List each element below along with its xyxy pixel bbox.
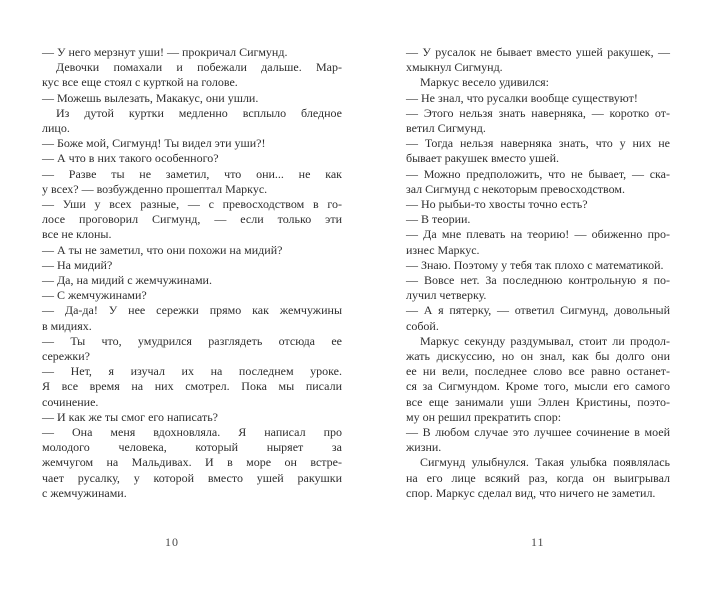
- text-line: — А я пятерку, — ответил Сигмунд, довольный: [406, 303, 670, 318]
- text-line: — У русалок не бывает вместо ушей ракушек, —: [406, 45, 670, 59]
- text-line: — Но рыбьи-то хвосты точно есть?: [406, 197, 588, 212]
- text-line: все не клоны.: [42, 227, 112, 242]
- text-line: лучил четверку.: [406, 288, 487, 303]
- text-line: — Не знал, что русалки вообще существуют!: [406, 90, 638, 105]
- text-line: сережки?: [42, 349, 90, 364]
- text-line: — А ты не заметил, что они похожи на мидий?: [42, 242, 283, 257]
- text-line: Маркус весело удивился:: [420, 75, 550, 90]
- text-line: сочинение.: [42, 394, 99, 409]
- text-line: — Да, на мидий с жемчужинами.: [42, 273, 212, 288]
- text-line: с жемчужинами.: [42, 485, 127, 500]
- left-page-number: 10: [165, 535, 179, 549]
- text-line: — Тогда нельзя наверняка знать, что у них не: [406, 136, 670, 151]
- text-line: — Да мне плевать на теорию! — обиженно про-: [406, 227, 670, 242]
- text-line: Из дутой куртки медленно всплыло бледное: [56, 105, 342, 120]
- text-line: изнес Маркус.: [406, 242, 480, 257]
- text-line: — Она меня вдохновляла. Я написал про: [42, 425, 342, 440]
- text-line: спор. Маркус сделал вид, что ничего не заметил.: [406, 485, 656, 500]
- text-line: — С жемчужинами?: [42, 288, 147, 303]
- text-line: — Нет, я изучал их на последнем уроке.: [42, 364, 342, 379]
- text-line: — Разве ты не заметил, что они... не как: [42, 166, 342, 181]
- text-line: Я все время на них смотрел. Пока мы писали: [42, 379, 342, 394]
- text-line: собой.: [406, 318, 439, 333]
- text-line: — Знаю. Поэтому у тебя так плохо с математикой.: [406, 257, 664, 272]
- left-page-text: [42, 45, 342, 501]
- text-line: Сигмунд улыбнулся. Такая улыбка появлялась: [420, 455, 670, 470]
- text-line: бывает ракушек вместо ушей.: [406, 151, 560, 166]
- text-line: — Ты что, умудрился разглядеть отсюда ее: [42, 333, 342, 348]
- text-line: — Можно предположить, что не бывает, — ска-: [406, 166, 670, 181]
- text-line: жемчугом на Мальдивах. И в море он встре-: [42, 455, 342, 470]
- text-line: молодого человека, который ныряет за: [42, 440, 342, 455]
- text-line: ее ни вели, последнее слово все равно останет-: [406, 364, 670, 379]
- text-line: зал Сигмунд с некоторым превосходством.: [406, 181, 625, 196]
- text-line: — Этого нельзя знать наверняка, — коротко от-: [406, 105, 670, 120]
- text-line: — И как же ты смог его написать?: [42, 409, 218, 424]
- text-line: — Да-да! У нее сережки прямо как жемчужины: [42, 303, 342, 318]
- text-line: — В любом случае это лучшее сочинение в моей: [406, 425, 670, 440]
- text-line: жать дискуссию, но он знал, как бы долго они: [406, 349, 670, 364]
- text-line: хмыкнул Сигмунд.: [406, 60, 503, 75]
- text-line: жизни.: [406, 440, 442, 455]
- text-line: у всех? — возбужденно прошептал Маркус.: [42, 181, 268, 196]
- text-line: — А что в них такого особенного?: [42, 151, 219, 166]
- text-line: все еще занимали уши Эллен Кристины, поэто-: [406, 394, 670, 409]
- text-line: в мидиях.: [42, 318, 92, 333]
- text-line: кус все еще стоял с курткой на голове.: [42, 75, 238, 90]
- text-line: Девочки помахали и побежали дальше. Мар-: [56, 60, 342, 75]
- text-line: ветил Сигмунд.: [406, 121, 486, 136]
- text-line: лицо.: [42, 121, 70, 136]
- text-line: — На мидий?: [42, 257, 113, 272]
- text-line: — Вовсе нет. За последнюю контрольную я по-: [406, 273, 670, 288]
- text-line: — Можешь вылезать, Макакус, они ушли.: [42, 90, 259, 105]
- text-line: чает русалку, у которой вместо ушей ракушки: [42, 470, 342, 485]
- text-line: ся за Сигмундом. Кроме того, мысли его самого: [406, 379, 670, 394]
- text-line: — У него мерзнут уши! — прокричал Сигмунд.: [42, 45, 288, 59]
- right-page-number: 11: [531, 535, 545, 549]
- text-line: — Уши у всех разные, — с превосходством в го-: [42, 197, 342, 212]
- text-line: лосе проговорил Сигмунд, — если только эти: [42, 212, 342, 227]
- text-line: Маркус секунду раздумывал, стоит ли продол-: [420, 333, 670, 348]
- text-line: на его лице всякий раз, когда он выигрывал: [406, 470, 670, 485]
- text-line: — Боже мой, Сигмунд! Ты видел эти уши?!: [42, 136, 266, 151]
- right-page-text: [406, 45, 670, 501]
- text-line: — В теории.: [406, 212, 471, 227]
- text-line: му он решил прекратить спор:: [406, 409, 562, 424]
